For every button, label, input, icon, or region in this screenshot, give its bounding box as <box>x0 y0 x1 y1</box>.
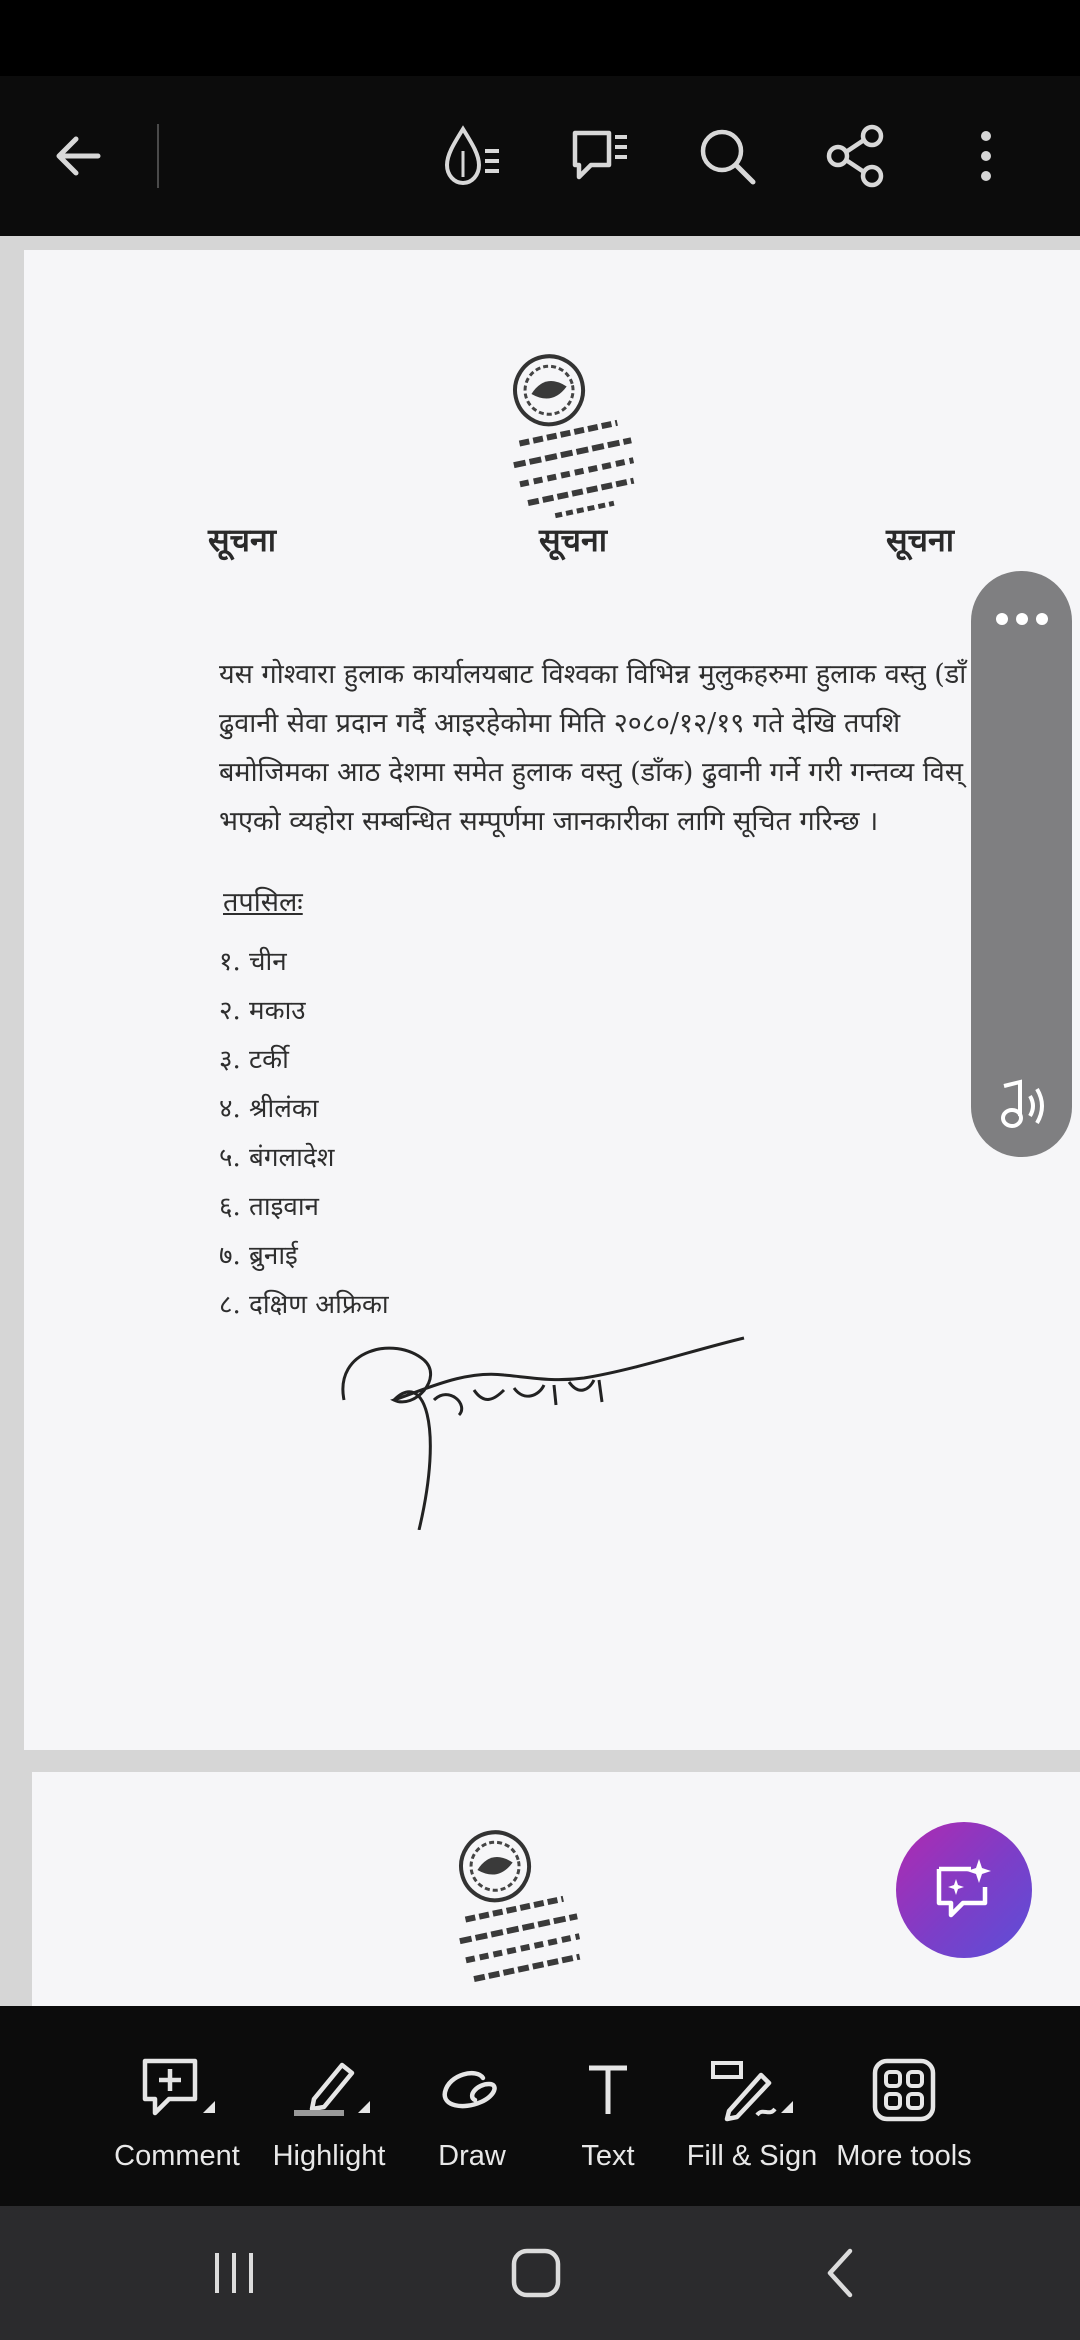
list-item: ६. ताइवान <box>219 1192 319 1222</box>
document-page <box>24 250 1080 1750</box>
paragraph-line: भएको व्यहोरा सम्बन्धित सम्पूर्णमा जानकारीका लागि सूचित गरिन्छ । <box>219 806 879 837</box>
share-icon[interactable] <box>806 76 906 236</box>
notice-heading-center: सूचना <box>539 521 608 559</box>
country-list <box>219 938 389 1330</box>
government-seal <box>479 345 679 529</box>
highlighter-icon <box>284 2054 374 2126</box>
bottom-toolbar <box>0 2006 1080 2206</box>
list-item: २. मकाउ <box>219 996 306 1026</box>
comment-tool-button[interactable] <box>104 2006 250 2206</box>
more-vertical-icon[interactable] <box>936 76 1036 236</box>
text-tool-button[interactable] <box>560 2006 656 2206</box>
signature <box>334 1330 754 1534</box>
list-item: ४. श्रीलंका <box>219 1094 319 1124</box>
list-item: ८. दक्षिण अफ्रिका <box>219 1290 389 1320</box>
document-viewer[interactable] <box>0 236 1080 2006</box>
search-icon[interactable] <box>677 76 777 236</box>
tool-label: Fill & Sign <box>686 2140 818 2172</box>
floating-panel[interactable] <box>971 571 1072 1157</box>
text-icon <box>583 2054 633 2126</box>
read-aloud-icon[interactable] <box>971 1071 1072 1141</box>
paragraph-line: यस गोश्वारा हुलाक कार्यालयबाट विश्वका विभिन्न मुलुकहरुमा हुलाक वस्तु (डाँ <box>219 659 967 690</box>
liquid-mode-icon[interactable] <box>420 76 520 236</box>
more-tools-icon <box>872 2054 936 2126</box>
toolbar-divider <box>157 124 159 188</box>
status-bar <box>0 0 1080 76</box>
recent-apps-icon[interactable] <box>174 2206 294 2340</box>
notice-heading-left: सूचना <box>208 521 277 559</box>
draw-icon <box>437 2054 507 2126</box>
list-item: ३. टर्की <box>219 1045 289 1075</box>
comments-list-icon[interactable] <box>550 76 650 236</box>
ai-assistant-button[interactable] <box>896 1822 1032 1958</box>
back-icon[interactable] <box>780 2206 900 2340</box>
fill-sign-icon <box>707 2054 797 2126</box>
ai-assistant-icon <box>931 1855 997 1925</box>
tool-label: Comment <box>114 2140 240 2172</box>
paragraph-line: बमोजिमका आठ देशमा समेत हुलाक वस्तु (डाँक) ढुवानी गर्ने गरी गन्तव्य विस् <box>219 757 963 788</box>
notice-paragraph <box>219 650 1080 846</box>
highlight-tool-button[interactable] <box>262 2006 396 2206</box>
more-tools-button[interactable] <box>832 2006 976 2206</box>
top-toolbar <box>0 76 1080 236</box>
list-title: तपसिलः <box>223 887 303 918</box>
tool-label: More tools <box>836 2140 972 2172</box>
list-item: १. चीन <box>219 947 287 977</box>
home-icon[interactable] <box>476 2206 596 2340</box>
fill-sign-tool-button[interactable] <box>684 2006 820 2206</box>
back-arrow-icon[interactable] <box>28 76 128 236</box>
comment-add-icon <box>137 2054 217 2126</box>
tool-label: Text <box>581 2140 635 2172</box>
draw-tool-button[interactable] <box>420 2006 524 2206</box>
system-nav-bar <box>0 2206 1080 2340</box>
list-item: ५. बंगलादेश <box>219 1143 335 1173</box>
tool-label: Highlight <box>272 2140 386 2172</box>
tool-label: Draw <box>438 2140 506 2172</box>
government-seal <box>425 1821 625 2005</box>
list-item: ७. ब्रुनाई <box>219 1241 298 1271</box>
paragraph-line: ढुवानी सेवा प्रदान गर्दै आइरहेकोमा मिति २०८०/१२/१९ गते देखि तपशि <box>219 708 901 739</box>
notice-heading-right: सूचना <box>886 521 955 559</box>
more-horizontal-icon[interactable] <box>971 589 1072 649</box>
